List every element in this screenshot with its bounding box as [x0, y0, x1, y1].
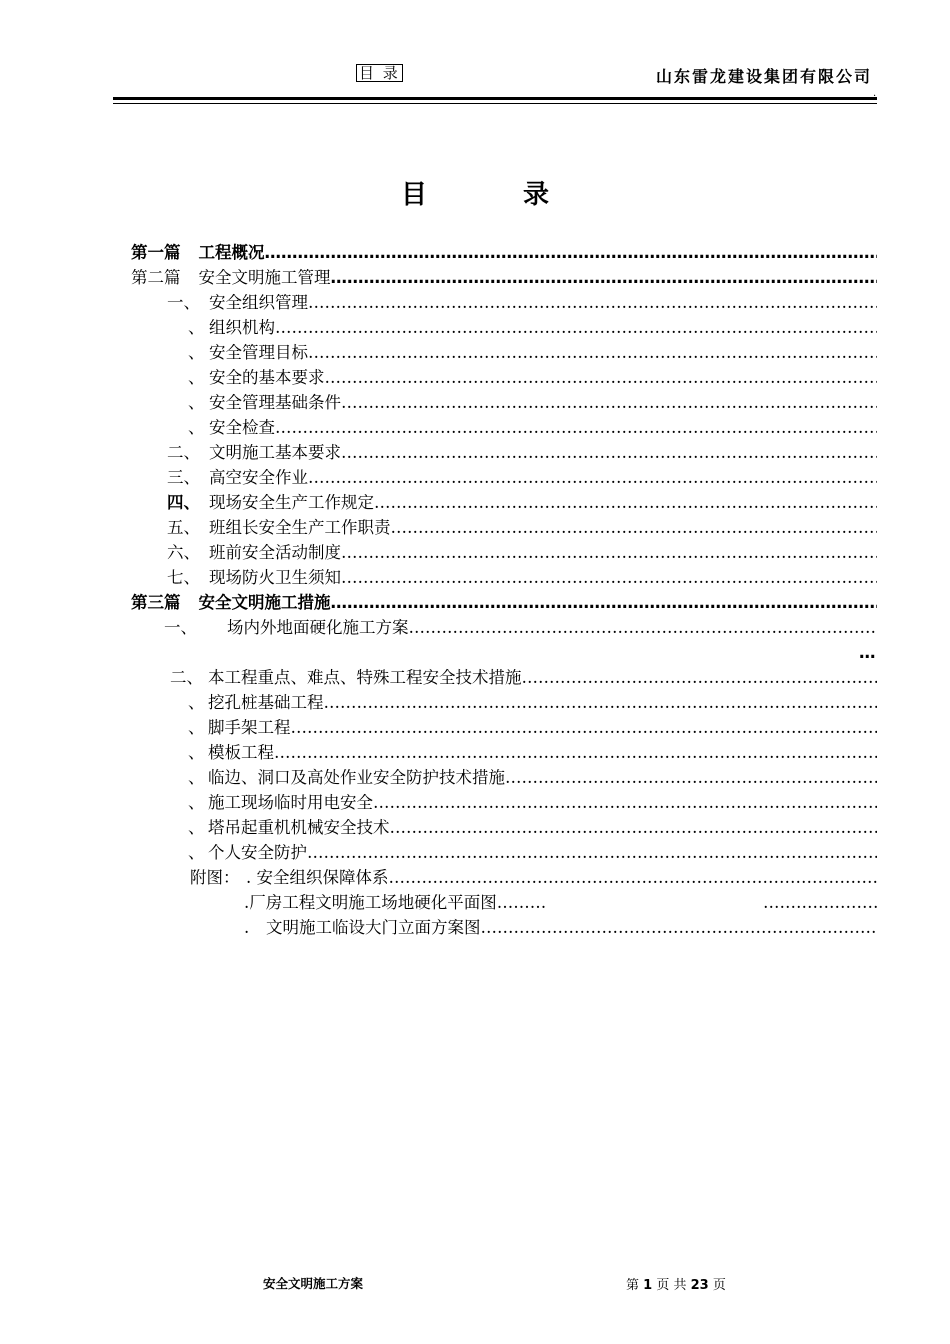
toc-text: 临边、洞口及高处作业安全防护技术措施 — [208, 768, 505, 787]
toc-leader — [331, 592, 878, 614]
toc-text: 高空安全作业 — [209, 468, 308, 487]
footer-document-title: 安全文明施工方案 — [263, 1276, 364, 1291]
toc-entry[interactable] — [188, 367, 877, 389]
toc-text: 安全检查 — [209, 418, 275, 437]
toc-text: 安全的基本要求 — [209, 368, 325, 387]
toc-number: 、 — [188, 418, 205, 437]
toc-number: 、 — [188, 793, 205, 812]
toc-entry[interactable] — [167, 292, 877, 314]
current-page: 1 — [643, 1278, 653, 1293]
toc-entry[interactable] — [190, 867, 877, 889]
toc-entry[interactable] — [167, 517, 877, 539]
toc-number: 二、 — [167, 443, 200, 462]
toc-entry[interactable] — [188, 392, 877, 414]
toc-leader — [341, 442, 877, 464]
toc-number: 三、 — [167, 468, 200, 487]
toc-number: 、 — [188, 393, 205, 412]
toc-continuation — [859, 642, 879, 664]
toc-entry[interactable] — [244, 892, 614, 914]
toc-entry[interactable] — [188, 742, 877, 764]
toc-leader — [409, 617, 878, 639]
header-rule-thick — [113, 97, 877, 100]
toc-leader — [341, 542, 877, 564]
toc-number: 、 — [188, 843, 205, 862]
toc-number: 第三篇 — [131, 593, 181, 612]
header-section-title: 目 录 — [356, 64, 403, 82]
toc-leader-fragment — [763, 892, 877, 914]
toc-entry[interactable] — [188, 817, 877, 839]
toc-entry[interactable] — [131, 267, 877, 289]
toc-entry[interactable] — [188, 317, 877, 339]
toc-entry[interactable] — [188, 417, 877, 439]
toc-entry[interactable] — [167, 542, 877, 564]
toc-leader — [308, 467, 877, 489]
toc-number: 第一篇 — [131, 243, 181, 262]
toc-leader — [331, 267, 878, 289]
toc-text: . 安全组织保障体系 — [246, 868, 389, 887]
toc-leader — [390, 817, 878, 839]
toc-leader — [265, 242, 878, 264]
toc-number: 一、 — [164, 618, 197, 637]
toc-text: 安全管理目标 — [209, 343, 308, 362]
title-char-2: 录 — [523, 180, 550, 210]
toc-text: 工程概况 — [198, 243, 265, 262]
toc-text: 文明施工基本要求 — [209, 443, 341, 462]
toc-number: 、 — [188, 343, 205, 362]
toc-leader — [341, 392, 877, 414]
toc-number: 、 — [188, 718, 205, 737]
toc-leader — [763, 892, 877, 914]
toc-entry[interactable] — [164, 617, 877, 639]
toc-text: 场内外地面硬化施工方案 — [227, 618, 409, 637]
toc-text: 塔吊起重机机械安全技术 — [208, 818, 390, 837]
toc-leader — [391, 517, 878, 539]
toc-leader — [308, 292, 877, 314]
toc-number: 第二篇 — [131, 268, 181, 287]
toc-entry[interactable] — [188, 717, 877, 739]
toc-leader — [341, 567, 877, 589]
footer-page-number: 第 1 页 共 23 页 — [626, 1278, 726, 1293]
toc-text: … — [859, 643, 876, 662]
toc-entry[interactable] — [131, 592, 877, 614]
toc-entry[interactable] — [188, 842, 877, 864]
toc-number: 、 — [188, 768, 205, 787]
toc-entry[interactable] — [188, 692, 877, 714]
toc-leader — [275, 417, 877, 439]
total-pages: 23 — [690, 1278, 709, 1293]
toc-text: 班组长安全生产工作职责 — [209, 518, 391, 537]
page-title — [0, 174, 950, 211]
toc-text: 班前安全活动制度 — [209, 543, 341, 562]
toc-text: 模板工程 — [208, 743, 274, 762]
toc-text: 施工现场临时用电安全 — [208, 793, 373, 812]
toc-entry[interactable] — [170, 667, 877, 689]
toc-text: 现场安全生产工作规定 — [209, 493, 374, 512]
toc-number: 六、 — [167, 543, 200, 562]
toc-number: . — [244, 918, 250, 937]
toc-leader — [481, 917, 878, 939]
toc-text: 安全文明施工措施 — [198, 593, 331, 612]
toc-leader — [325, 367, 878, 389]
toc-text: 个人安全防护 — [208, 843, 307, 862]
toc-leader — [373, 792, 877, 814]
toc-leader — [291, 717, 878, 739]
toc-number: 二、 — [170, 668, 203, 687]
toc-entry[interactable] — [188, 792, 877, 814]
header-dot: . — [873, 88, 877, 99]
toc-entry[interactable] — [167, 467, 877, 489]
title-char-1: 目 — [400, 180, 427, 210]
toc-text: 组织机构 — [209, 318, 275, 337]
toc-entry[interactable] — [188, 767, 877, 789]
toc-leader — [308, 342, 877, 364]
toc-text: 安全文明施工管理 — [198, 268, 331, 287]
toc-entry[interactable] — [167, 492, 877, 514]
toc-text: 脚手架工程 — [208, 718, 291, 737]
toc-number: 五、 — [167, 518, 200, 537]
toc-entry[interactable] — [167, 567, 877, 589]
toc-text: 本工程重点、难点、特殊工程安全技术措施 — [208, 668, 522, 687]
toc-number: 、 — [188, 318, 205, 337]
toc-text: 安全管理基础条件 — [209, 393, 341, 412]
toc-number: 、 — [188, 743, 205, 762]
toc-number: 、 — [188, 818, 205, 837]
toc-number: 七、 — [167, 568, 200, 587]
toc-leader — [274, 742, 877, 764]
toc-entry[interactable] — [167, 442, 877, 464]
toc-text: 现场防火卫生须知 — [209, 568, 341, 587]
toc-entry[interactable] — [244, 917, 877, 939]
toc-entry[interactable] — [188, 342, 877, 364]
toc-leader — [275, 317, 877, 339]
header-company-name: 山东雷龙建设集团有限公司 — [655, 67, 872, 86]
toc-text: 厂房工程文明施工场地硬化平面图……… — [249, 893, 547, 912]
toc-number: 一、 — [167, 293, 200, 312]
toc-number: 、 — [188, 693, 205, 712]
toc-leader — [522, 667, 878, 689]
toc-text: 文明施工临设大门立面方案图 — [266, 918, 481, 937]
toc-leader — [389, 867, 878, 889]
toc-number: . — [244, 893, 250, 912]
toc-text: 挖孔桩基础工程 — [208, 693, 324, 712]
toc-leader — [324, 692, 878, 714]
toc-text: 安全组织管理 — [209, 293, 308, 312]
toc-entry[interactable] — [131, 242, 877, 264]
toc-leader — [505, 767, 877, 789]
header-rule-thin — [113, 103, 877, 104]
toc-number: 四、 — [167, 493, 200, 512]
toc-number: 附图： — [190, 868, 240, 887]
toc-leader — [374, 492, 877, 514]
toc-number: 、 — [188, 368, 205, 387]
toc-leader — [307, 842, 877, 864]
